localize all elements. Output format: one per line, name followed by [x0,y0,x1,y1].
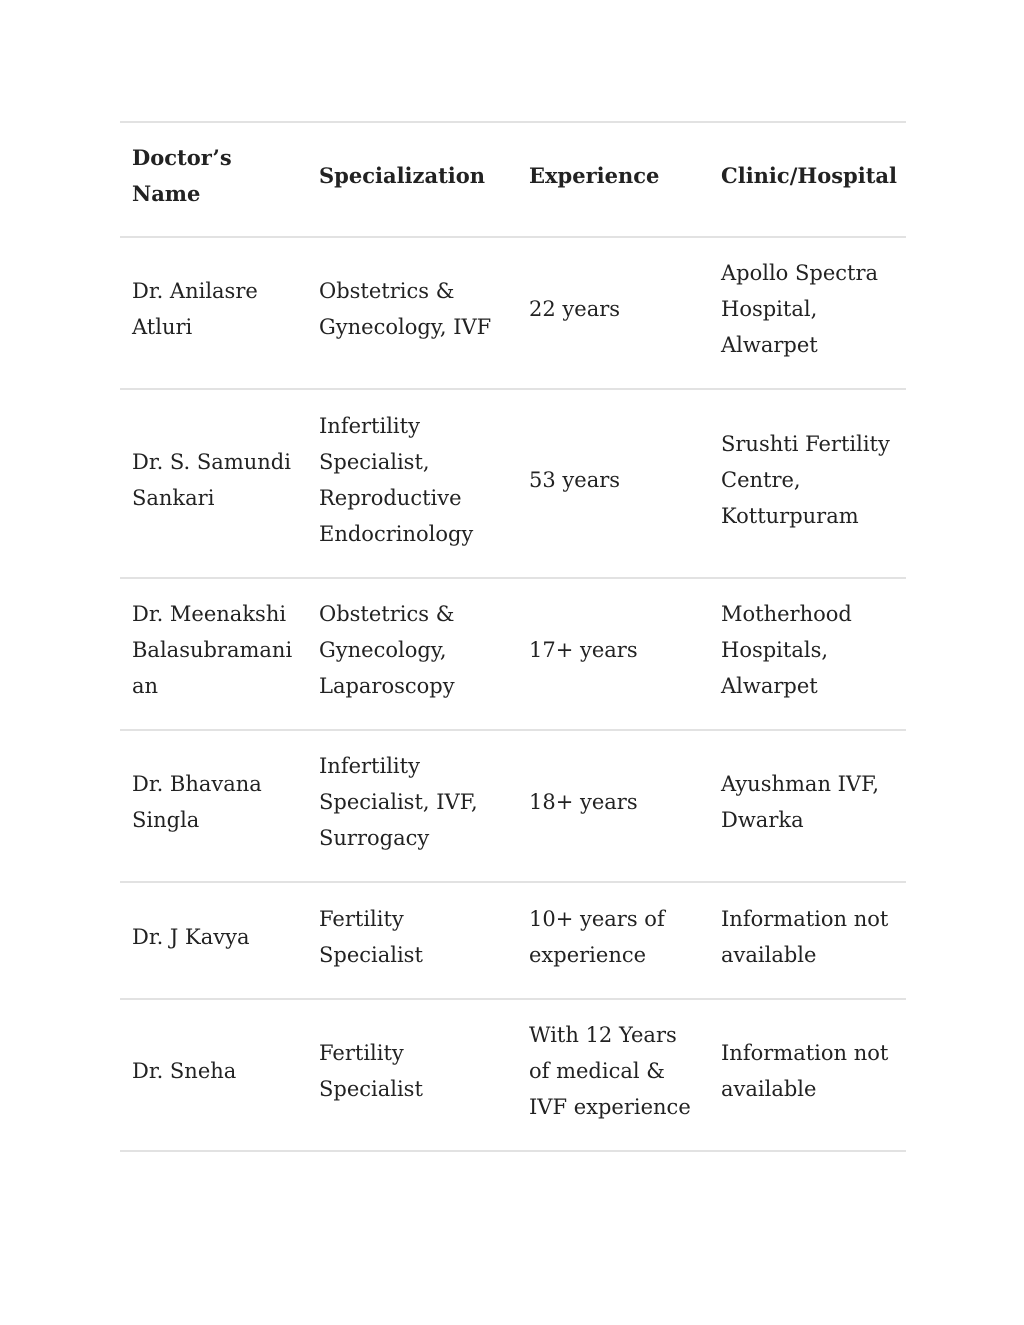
doctor-name-cell: Dr. S. Samundi Sankari [132,449,291,510]
table-row [120,389,906,578]
table-row [120,237,906,389]
doctor-name-cell: Dr. Anilasre Atluri [132,279,258,339]
doctor-name-cell: Dr. Bhavana Singla [132,772,262,832]
clinic-cell: Information not available [721,906,889,967]
clinic-cell: Apollo Spectra Hospital, Alwarpet [721,261,879,357]
specialization-cell: Infertility Specialist, IVF, Surrogacy [319,754,478,850]
table-row [120,882,906,999]
table-row [120,999,906,1151]
experience-cell: 53 years [529,467,621,492]
specialization-cell: Obstetrics & Gynecology, IVF [319,279,492,339]
experience-cell: With 12 Years of medical & IVF experience [529,1023,691,1119]
clinic-cell: Srushti Fertility Centre, Kotturpuram [721,431,890,528]
experience-cell: 22 years [529,297,621,321]
specialization-cell: Fertility Specialist [319,1041,423,1101]
clinic-cell: Information not available [721,1041,889,1101]
specialization-cell: Fertility Specialist [319,906,423,967]
specialization-cell: Infertility Specialist, Reproductive Endocrinology [319,413,474,546]
clinic-cell: Ayushman IVF, Dwarka [721,772,880,832]
header-specialization: Specialization [319,162,486,188]
table-row [120,578,906,730]
doctor-name-cell: Dr. J Kavya [132,924,250,949]
header-experience: Experience [529,162,660,188]
experience-cell: 18+ years [529,790,638,814]
experience-cell: 10+ years of experience [529,906,665,967]
experience-cell: 17+ years [529,638,638,662]
header-doctor-name: Doctor’s Name [132,144,232,206]
table-header-row [120,122,906,237]
doctor-name-cell: Dr. Sneha [132,1059,237,1083]
specialization-cell: Obstetrics & Gynecology, Laparoscopy [319,602,455,698]
clinic-cell: Motherhood Hospitals, Alwarpet [721,602,852,698]
table-row [120,730,906,882]
doctor-name-cell: Dr. Meenakshi Balasubramanian [132,602,293,698]
doctors-table [120,121,906,1152]
header-clinic-hospital: Clinic/Hospital [721,162,897,188]
